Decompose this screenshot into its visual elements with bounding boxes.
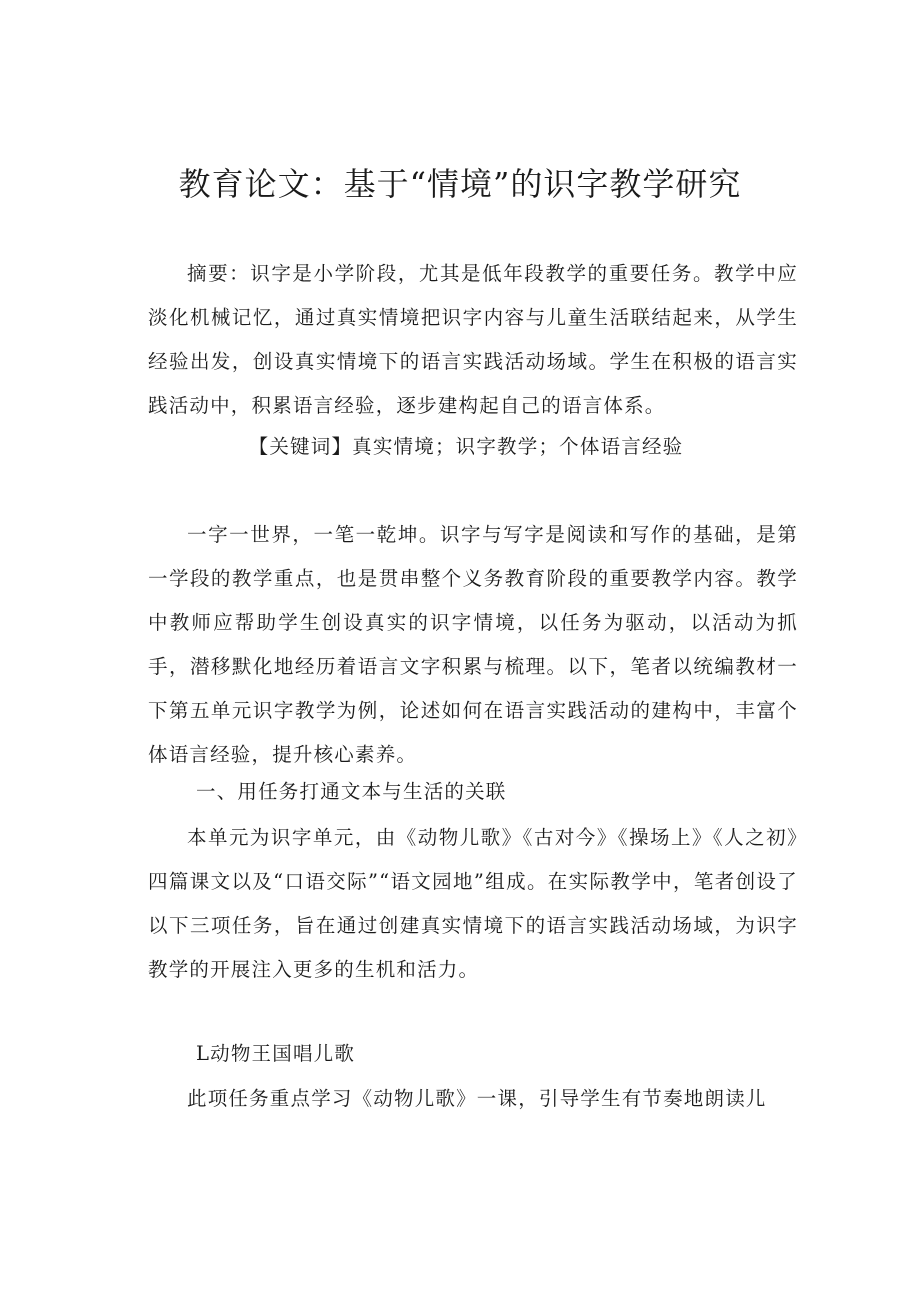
intro-paragraph: 一字一世界，一笔一乾坤。识字与写字是阅读和写作的基础，是第一学段的教学重点，也是贯串整个义务教育阶段的重要教学内容。教学中教师应帮助学生创设真实的识字情境，以任务为驱动，以活动为抓手，潜移默化地经历着语言文字积累与梳理。以下，笔者以统编教材一下第五单元识字教学为例，论述如何在语言实践活动的建构中，丰富个体语言经验，提升核心素养。 [148,523,798,766]
document-title: 教育论文：基于“情境”的识字教学研究 [178,165,742,203]
section-heading: 一、用任务打通文本与生活的关联 [196,780,507,803]
abstract-paragraph: 摘要：识字是小学阶段，尤其是低年段教学的重要任务。教学中应淡化机械记忆，通过真实情境把识字内容与儿童生活联结起来，从学生经验出发，创设真实情境下的语言实践活动场域。学生在积极的语言实践活动中，积累语言经验，逐步建构起自己的语言体系。 [148,262,798,417]
keywords-line: 【关键词】真实情境；识字教学；个体语言经验 [248,435,684,458]
unit-paragraph: 本单元为识字单元，由《动物儿歌》《古对今》《操场上》《人之初》四篇课文以及“口语交际”“语文园地”组成。在实际教学中，笔者创设了以下三项任务，旨在通过创建真实情境下的语言实践活动场域，为识字教学的开展注入更多的生机和活力。 [148,826,798,981]
task-heading: L动物王国唱儿歌 [196,1042,356,1065]
task-description: 此项任务重点学习《动物儿歌》一课，引导学生有节奏地朗读儿 [187,1087,767,1110]
